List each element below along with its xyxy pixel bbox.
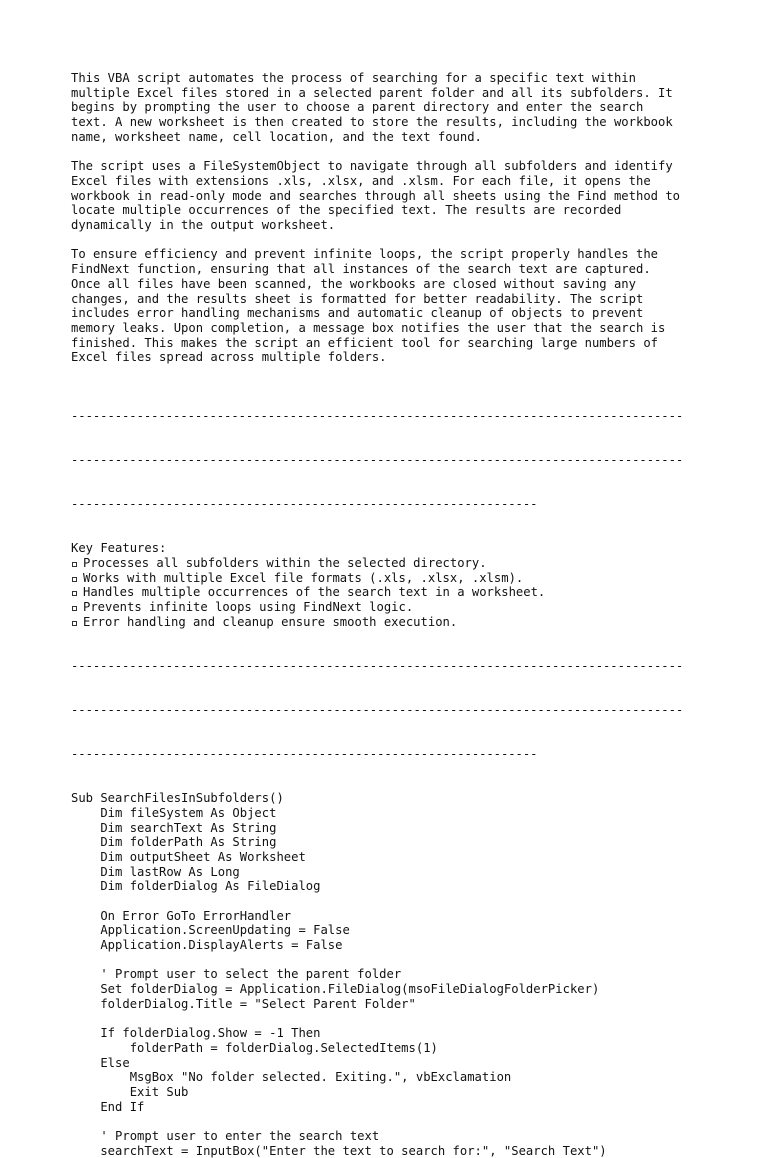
separator-top <box>71 380 701 542</box>
code-line: On Error GoTo ErrorHandler <box>71 908 292 923</box>
code-line: If folderDialog.Show = -1 Then <box>71 1026 321 1041</box>
code-line: searchText = InputBox("Enter the text to search for:", "Search Text") <box>71 1143 607 1158</box>
document-page <box>71 71 701 1158</box>
square-bullet-icon <box>72 577 77 582</box>
code-line: Dim searchText As String <box>71 820 277 835</box>
feature-item <box>71 571 701 586</box>
intro-paragraph-3: To ensure efficiency and prevent infinite loops, the script properly handles the FindNext function, ensuring that all instances of the search text are captured. Once all files have been scanned, the workbooks are closed without saving any changes, and the results sheet is formatted for better readability. The script includes error handling mechanisms and automatic cleanup of objects to prevent memory leaks. Upon completion, a message box notifies the user that the search is finished. This makes the script an efficient tool for searching large numbers of Excel files spread across multiple folders. <box>71 247 666 365</box>
intro-paragraph-2: The script uses a FileSystemObject to navigate through all subfolders and identify Excel files with extensions .xls, .xlsx, and .xlsm. For each file, it opens the workbook in read-only mode and searches through all sheets using the Find method to locate multiple occurrences of the specified text. The results are recorded dynamically in the output worksheet. <box>71 159 681 233</box>
key-features-heading: Key Features: <box>71 541 167 556</box>
square-bullet-icon <box>72 562 77 567</box>
code-line: Dim outputSheet As Worksheet <box>71 849 306 864</box>
code-line: Application.ScreenUpdating = False <box>71 923 350 938</box>
feature-text: Processes all subfolders within the selected directory. <box>83 556 487 571</box>
code-line: ' Prompt user to select the parent folder <box>71 967 402 982</box>
code-line: MsgBox "No folder selected. Exiting.", vbExclamation <box>71 1070 512 1085</box>
code-line: Application.DisplayAlerts = False <box>71 938 343 953</box>
square-bullet-icon <box>72 606 77 611</box>
code-line: Dim fileSystem As Object <box>71 805 277 820</box>
square-bullet-icon <box>72 591 77 596</box>
feature-text: Prevents infinite loops using FindNext logic. <box>83 600 414 615</box>
square-bullet-icon <box>72 621 77 626</box>
code-line: Dim folderDialog As FileDialog <box>71 879 321 894</box>
feature-text: Works with multiple Excel file formats (.xls, .xlsx, .xlsm). <box>83 570 524 585</box>
vba-code-block <box>71 791 701 1158</box>
code-line: folderPath = folderDialog.SelectedItems(1) <box>71 1040 438 1055</box>
code-line: Sub SearchFilesInSubfolders() <box>71 791 284 806</box>
code-line: Dim lastRow As Long <box>71 864 240 879</box>
feature-text: Error handling and cleanup ensure smooth execution. <box>83 614 458 629</box>
separator-line: ---------------------------------------------------------------- <box>71 497 538 512</box>
feature-item <box>71 585 701 600</box>
code-line: Else <box>71 1055 130 1070</box>
code-line: End If <box>71 1099 145 1114</box>
separator-line: ------------------------------------------------------------------------------------ <box>71 409 684 424</box>
code-line: Dim folderPath As String <box>71 835 277 850</box>
separator-line: ------------------------------------------------------------------------------------ <box>71 453 684 468</box>
code-line: Set folderDialog = Application.FileDialog(msoFileDialogFolderPicker) <box>71 982 600 997</box>
separator-line: ------------------------------------------------------------------------------------ <box>71 658 684 673</box>
code-line <box>71 953 701 968</box>
separator-line: ---------------------------------------------------------------- <box>71 747 538 762</box>
separator-bottom <box>71 630 701 792</box>
key-features-list <box>71 556 701 629</box>
separator-line: ------------------------------------------------------------------------------------ <box>71 703 684 718</box>
code-line: folderDialog.Title = "Select Parent Folder" <box>71 996 416 1011</box>
code-line: ' Prompt user to enter the search text <box>71 1129 380 1144</box>
code-line <box>71 1012 701 1027</box>
code-line <box>71 894 701 909</box>
code-line <box>71 1114 701 1129</box>
feature-item <box>71 556 701 571</box>
intro-paragraph-1: This VBA script automates the process of searching for a specific text within multiple Excel files stored in a selected parent folder and all its subfolders. It begins by prompting the user to choose a parent directory and enter the search text. A new worksheet is then created to store the results, including the workbook name, worksheet name, cell location, and the text found. <box>71 71 673 144</box>
feature-text: Handles multiple occurrences of the search text in a worksheet. <box>83 585 546 600</box>
feature-item <box>71 600 701 615</box>
feature-item <box>71 615 701 630</box>
code-line: Exit Sub <box>71 1084 189 1099</box>
